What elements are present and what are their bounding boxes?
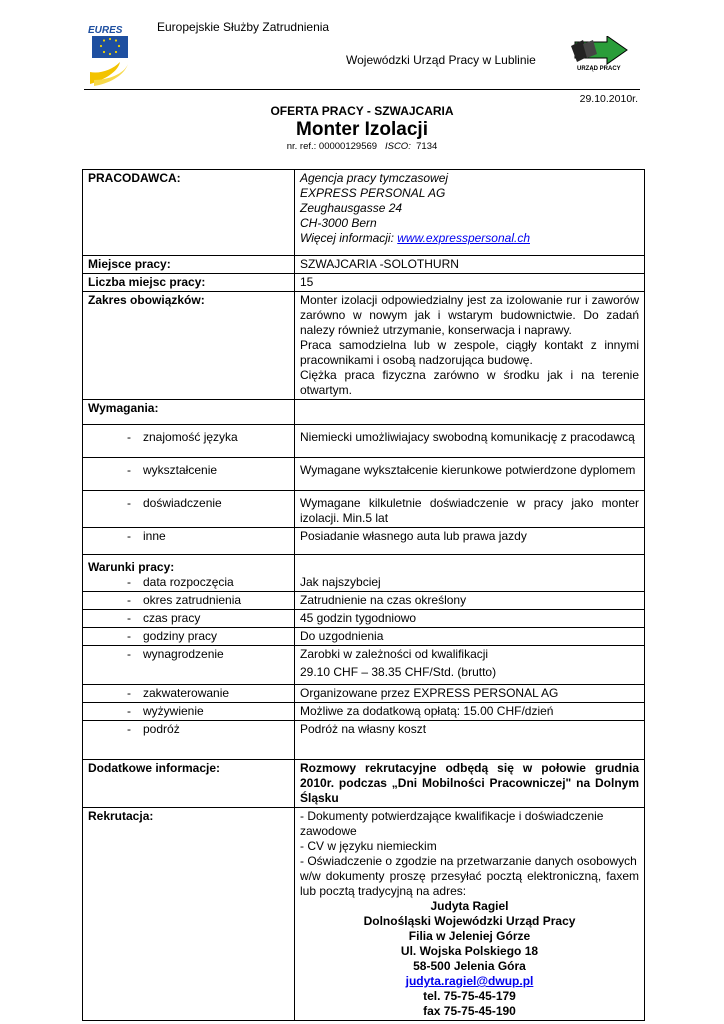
eures-logo-text: EURES	[88, 25, 123, 36]
contact-fax: fax 75-75-45-190	[423, 1004, 516, 1018]
requirement-label	[83, 425, 295, 458]
requirements-label: Wymagania:	[83, 400, 295, 425]
bullet-dash: -	[127, 647, 131, 661]
salary-range: 29.10 CHF – 38.35 CHF/Std. (brutto)	[300, 665, 497, 679]
employer-more-info	[300, 231, 639, 246]
requirement-label	[83, 491, 295, 528]
bullet-dash: -	[127, 629, 131, 643]
count-label: Liczba miejsc pracy:	[83, 274, 295, 292]
duties-value	[295, 292, 645, 400]
condition-label	[83, 703, 295, 721]
urzad-pracy-logo-text: URZĄD PRACY	[577, 66, 621, 72]
contact-organization: Dolnośląski Wojewódzki Urząd Pracy	[363, 914, 576, 928]
condition-value: Możliwe za dodatkową opłatą: 15.00 CHF/dzień	[295, 703, 645, 721]
condition-value: 45 godzin tygodniowo	[295, 610, 645, 628]
requirements-header-row	[83, 400, 645, 425]
additional-value: Rozmowy rekrutacyjne odbędą się w połowie grudnia 2010r. podczas „Dni Mobilności Pracowniczej" na Dolnym Śląsku	[295, 760, 645, 808]
requirement-name: doświadczenie	[143, 496, 222, 510]
condition-name: godziny pracy	[143, 629, 218, 643]
requirement-name: inne	[143, 529, 166, 543]
requirements-header-empty	[295, 400, 645, 425]
additional-row	[83, 760, 645, 808]
bullet-dash: -	[127, 704, 131, 718]
condition-label	[83, 610, 295, 628]
count-row	[83, 274, 645, 292]
job-title: Monter Izolacji	[296, 119, 428, 140]
bullet-dash: -	[127, 496, 131, 510]
bullet-dash: -	[127, 686, 131, 700]
condition-value: Jak najszybciej	[295, 555, 645, 592]
bullet-dash: -	[127, 575, 131, 589]
condition-name: wyżywienie	[143, 704, 204, 718]
isco-label: ISCO:	[384, 141, 411, 152]
bullet-dash: -	[127, 593, 131, 607]
contact-name: Judyta Ragiel	[430, 899, 509, 913]
requirement-label	[83, 458, 295, 491]
header-divider	[84, 89, 640, 90]
duties-row	[83, 292, 645, 400]
salary-note: Zarobki w zależności od kwalifikacji	[300, 647, 489, 661]
condition-value: Podróż na własny koszt	[295, 721, 645, 760]
bullet-dash: -	[127, 463, 131, 477]
requirement-value: Posiadanie własnego auta lub prawa jazdy	[295, 528, 645, 555]
recruitment-line: - CV w języku niemieckim	[300, 839, 437, 853]
condition-row	[83, 703, 645, 721]
condition-value: Zatrudnienie na czas określony	[295, 592, 645, 610]
count-value: 15	[295, 274, 645, 292]
contact-street: Ul. Wojska Polskiego 18	[400, 944, 539, 958]
employer-street: Zeughausgasse 24	[300, 201, 403, 215]
urzad-pracy-logo	[567, 36, 633, 72]
condition-label	[83, 646, 295, 685]
contact-city: 58-500 Jelenia Góra	[413, 959, 526, 973]
duties-label: Zakres obowiązków:	[83, 292, 295, 400]
requirement-row	[83, 491, 645, 528]
isco-code: 7134	[416, 141, 438, 152]
office-name: Wojewódzki Urząd Pracy w Lublinie	[346, 53, 536, 67]
condition-label	[83, 721, 295, 760]
requirement-row	[83, 528, 645, 555]
recruitment-label: Rekrutacja:	[83, 808, 295, 1021]
recruitment-line: - Oświadczenie o zgodzie na przetwarzanie danych osobowych	[300, 854, 637, 868]
requirement-row	[83, 425, 645, 458]
recruitment-line: w/w dokumenty proszę przesyłać pocztą elektroniczną, faxem lub pocztą tradycyjną na adres:	[300, 869, 639, 898]
contact-branch: Filia w Jeleniej Górze	[408, 929, 531, 943]
condition-value	[295, 646, 645, 685]
document-date: 29.10.2010r.	[579, 93, 638, 105]
condition-name: zakwaterowanie	[143, 686, 230, 700]
bullet-dash: -	[127, 529, 131, 543]
contact-email-wrap	[300, 974, 639, 989]
employer-details	[295, 170, 645, 256]
condition-row	[83, 646, 645, 685]
offer-title: OFERTA PRACY - SZWAJCARIA	[270, 104, 454, 118]
requirement-value: Wymagane kilkuletnie doświadczenie w pracy jako monter izolacji. Min.5 lat	[295, 491, 645, 528]
conditions-row	[83, 555, 645, 592]
more-info-label: Więcej informacji:	[300, 231, 394, 245]
condition-name: data rozpoczęcia	[143, 575, 234, 589]
place-value: SZWAJCARIA -SOLOTHURN	[295, 256, 645, 274]
condition-label	[83, 685, 295, 703]
condition-name: podróż	[143, 722, 180, 736]
employer-website-link[interactable]: www.expresspersonal.ch	[397, 231, 530, 245]
requirement-name: znajomość języka	[143, 430, 238, 444]
requirement-value: Wymagane wykształcenie kierunkowe potwierdzone dyplomem	[295, 458, 645, 491]
employer-name: EXPRESS PERSONAL AG	[300, 186, 446, 200]
condition-row	[83, 592, 645, 610]
employer-city: CH-3000 Bern	[300, 216, 377, 230]
condition-label	[83, 592, 295, 610]
employer-row	[83, 170, 645, 256]
requirement-row	[83, 458, 645, 491]
offer-table	[82, 169, 645, 1021]
duties-paragraph-3: Ciężka praca fizyczna zarówno w środku jak i na terenie otwartym.	[300, 368, 639, 397]
duties-paragraph-2: Praca samodzielna lub w zespole, ciągły kontakt z innymi pracownikami i osobą nadzorująca budowę.	[300, 338, 639, 367]
reference-line	[0, 141, 724, 152]
condition-name: wynagrodzenie	[143, 647, 224, 661]
condition-label	[83, 628, 295, 646]
employer-label: PRACODAWCA:	[83, 170, 295, 256]
reference-number: nr. ref.: 00000129569	[286, 141, 378, 152]
condition-label	[88, 575, 289, 590]
organization-name: Europejskie Służby Zatrudnienia	[157, 20, 330, 34]
additional-label: Dodatkowe informacje:	[83, 760, 295, 808]
condition-row	[83, 610, 645, 628]
employer-type: Agencja pracy tymczasowej	[300, 171, 449, 185]
bullet-dash: -	[127, 611, 131, 625]
place-label: Miejsce pracy:	[83, 256, 295, 274]
requirement-label	[83, 528, 295, 555]
contact-email-link[interactable]: judyta.ragiel@dwup.pl	[405, 974, 534, 988]
contact-phone: tel. 75-75-45-179	[423, 989, 516, 1003]
condition-value: Do uzgodnienia	[295, 628, 645, 646]
requirement-name: wykształcenie	[143, 463, 218, 477]
condition-name: okres zatrudnienia	[143, 593, 242, 607]
conditions-label-cell	[83, 555, 295, 592]
recruitment-line: - Dokumenty potwierdzające kwalifikacje i doświadczenie zawodowe	[300, 809, 604, 838]
condition-row	[83, 628, 645, 646]
bullet-dash: -	[127, 430, 131, 444]
condition-name: czas pracy	[143, 611, 201, 625]
condition-row	[83, 721, 645, 760]
requirement-value: Niemiecki umożliwiajacy swobodną komunikację z pracodawcą	[295, 425, 645, 458]
recruitment-value	[295, 808, 645, 1021]
place-row	[83, 256, 645, 274]
duties-paragraph-1: Monter izolacji odpowiedzialny jest za izolowanie rur i zaworów zarówno w nowym jak i wstarym budownictwie. Do zadań nalezy również utrzymanie, konserwacja i naprawy.	[300, 293, 639, 337]
conditions-label: Warunki pracy:	[88, 560, 175, 574]
recruitment-row	[83, 808, 645, 1021]
eures-logo	[84, 22, 136, 88]
condition-row	[83, 685, 645, 703]
condition-value: Organizowane przez EXPRESS PERSONAL AG	[295, 685, 645, 703]
bullet-dash: -	[127, 722, 131, 736]
